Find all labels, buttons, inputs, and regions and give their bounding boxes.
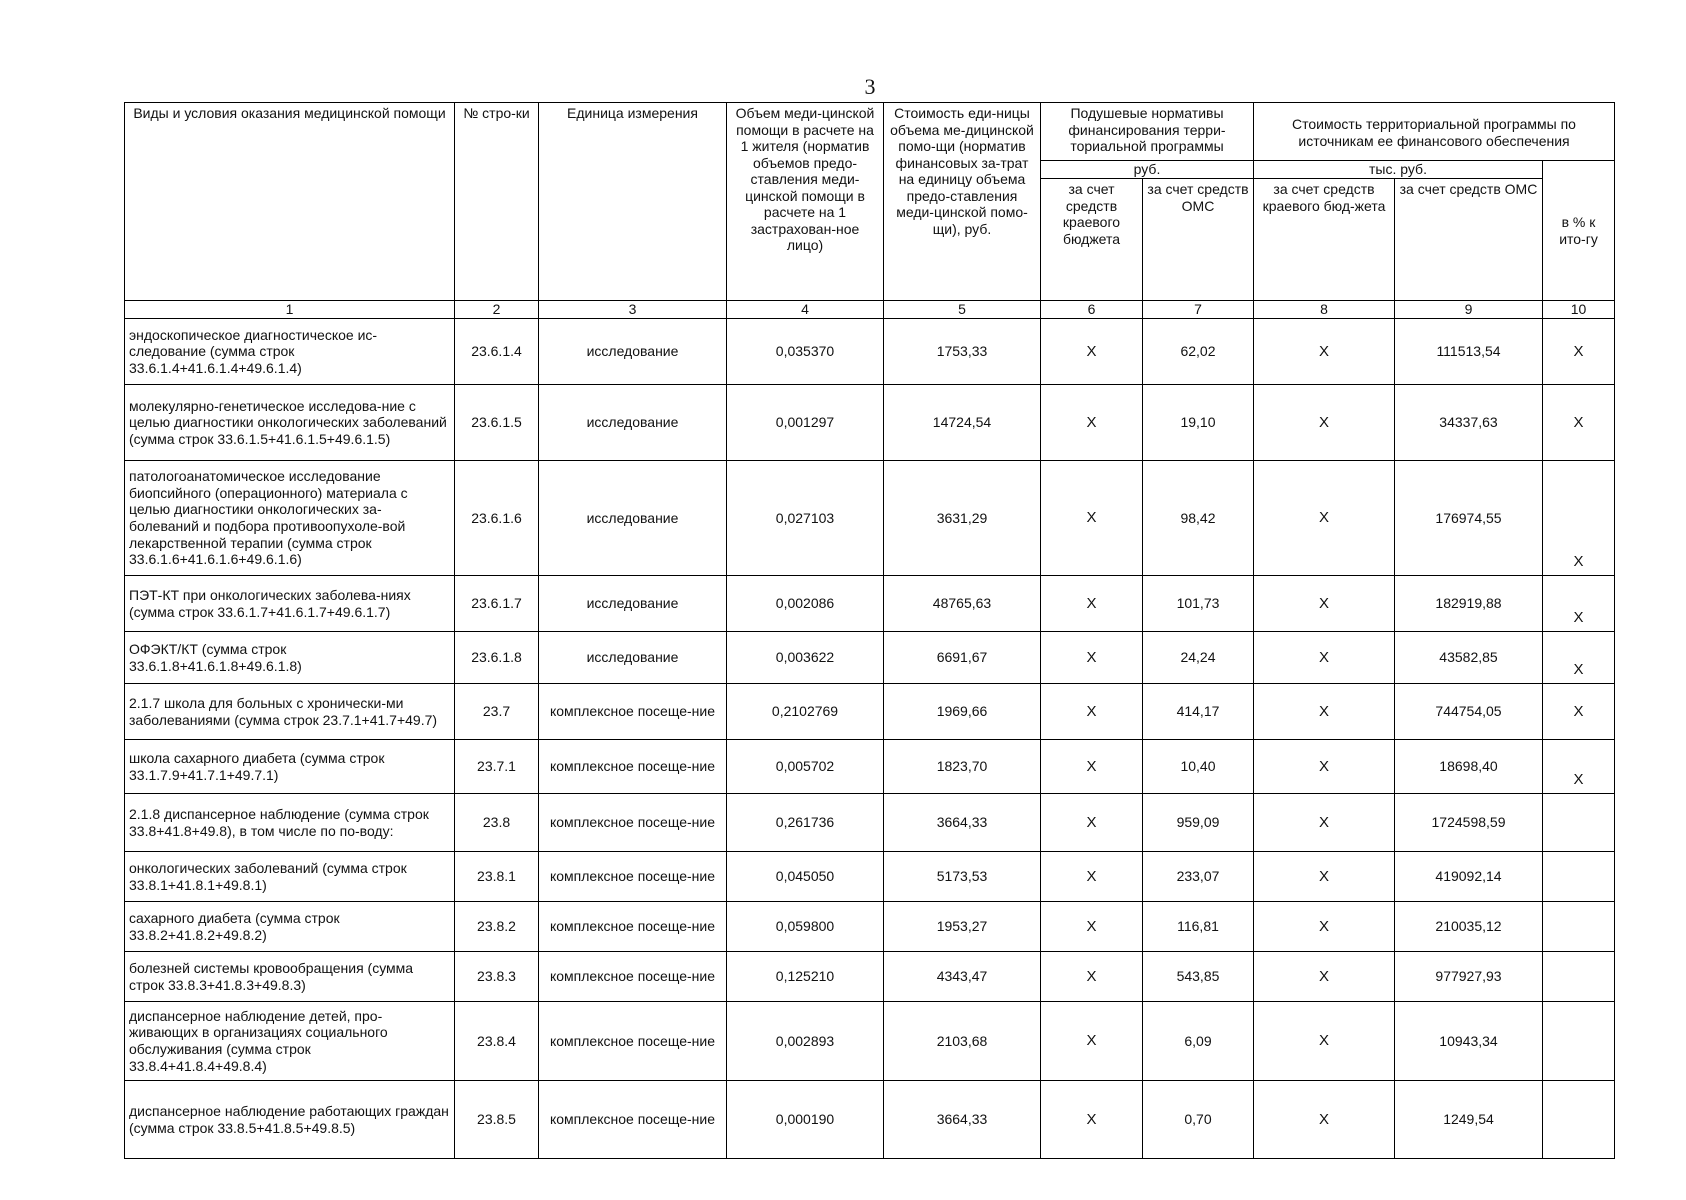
row-oms-total: 18698,40 [1395,740,1543,794]
row-line-number: 23.7.1 [455,740,539,794]
table-row [125,740,1615,794]
row-budget-total: Х [1254,1081,1395,1159]
row-volume: 0,045050 [727,852,884,902]
row-oms-per-capita: 24,24 [1143,632,1254,684]
row-unit-cost: 1823,70 [884,740,1041,794]
header-cost-group: Стоимость территориальной программы по источникам ее финансового обеспечения [1254,103,1615,161]
table-row [125,852,1615,902]
row-name: онкологических заболеваний (сумма строк 33.8.1+41.8.1+49.8.1) [125,852,455,902]
row-unit: исследование [539,576,727,632]
row-budget-per-capita: Х [1041,852,1143,902]
row-name: сахарного диабета (сумма строк 33.8.2+41.8.2+49.8.2) [125,902,455,952]
row-budget-per-capita: Х [1041,632,1143,684]
row-oms-total: 977927,93 [1395,952,1543,1002]
row-budget-per-capita: Х [1041,385,1143,461]
table-row [125,794,1615,852]
row-budget-total: Х [1254,319,1395,385]
column-number: 4 [727,301,884,319]
financing-table [124,102,1615,1159]
column-number: 2 [455,301,539,319]
row-volume: 0,001297 [727,385,884,461]
row-unit: исследование [539,319,727,385]
row-budget-total: Х [1254,794,1395,852]
row-budget-per-capita: Х [1041,902,1143,952]
table-row [125,1081,1615,1159]
table-row [125,1002,1615,1081]
row-oms-per-capita: 543,85 [1143,952,1254,1002]
row-unit: комплексное посеще-ние [539,740,727,794]
row-budget-per-capita: Х [1041,461,1143,576]
table-row [125,576,1615,632]
row-percent: Х [1543,385,1615,461]
row-line-number: 23.8.1 [455,852,539,902]
header-line-number: № стро-ки [455,103,539,301]
header-percent: в % к ито-гу [1543,161,1615,301]
header-oms-per-capita: за счет средств ОМС [1143,179,1254,301]
row-unit-cost: 3664,33 [884,1081,1041,1159]
row-budget-per-capita: Х [1041,1081,1143,1159]
row-oms-total: 34337,63 [1395,385,1543,461]
row-budget-per-capita: Х [1041,740,1143,794]
row-percent: Х [1543,740,1615,794]
header-budget-total: за счет средств краевого бюд-жета [1254,179,1395,301]
row-percent [1543,1081,1615,1159]
row-budget-total: Х [1254,684,1395,740]
row-unit-cost: 1969,66 [884,684,1041,740]
row-oms-per-capita: 101,73 [1143,576,1254,632]
row-unit-cost: 2103,68 [884,1002,1041,1081]
row-name: диспансерное наблюдение детей, про-живающих в организациях социального обслуживания (сумма строк 33.8.4+41.8.4+49.8.4) [125,1002,455,1081]
row-name: ОФЭКТ/КТ (сумма строк 33.6.1.8+41.6.1.8+49.6.1.8) [125,632,455,684]
row-budget-total: Х [1254,632,1395,684]
row-line-number: 23.6.1.8 [455,632,539,684]
table-row [125,461,1615,576]
row-percent [1543,952,1615,1002]
row-oms-per-capita: 116,81 [1143,902,1254,952]
row-oms-total: 744754,05 [1395,684,1543,740]
row-volume: 0,005702 [727,740,884,794]
row-line-number: 23.8.3 [455,952,539,1002]
table-row [125,902,1615,952]
row-unit-cost: 14724,54 [884,385,1041,461]
row-unit-cost: 4343,47 [884,952,1041,1002]
column-number: 7 [1143,301,1254,319]
header-per-capita-group: Подушевые нормативы финансирования терри-ториальной программы [1041,103,1254,161]
row-unit: комплексное посеще-ние [539,902,727,952]
row-oms-per-capita: 414,17 [1143,684,1254,740]
row-percent: Х [1543,576,1615,632]
row-budget-total: Х [1254,852,1395,902]
row-oms-per-capita: 6,09 [1143,1002,1254,1081]
row-unit: комплексное посеще-ние [539,684,727,740]
row-budget-total: Х [1254,740,1395,794]
row-unit-cost: 1953,27 [884,902,1041,952]
row-oms-total: 1249,54 [1395,1081,1543,1159]
row-percent [1543,902,1615,952]
row-unit: комплексное посеще-ние [539,1002,727,1081]
row-budget-per-capita: Х [1041,1002,1143,1081]
row-oms-per-capita: 233,07 [1143,852,1254,902]
row-oms-per-capita: 19,10 [1143,385,1254,461]
row-volume: 0,002893 [727,1002,884,1081]
row-oms-total: 182919,88 [1395,576,1543,632]
row-line-number: 23.8 [455,794,539,852]
row-volume: 0,261736 [727,794,884,852]
row-name: эндоскопическое диагностическое ис-следование (сумма строк 33.6.1.4+41.6.1.4+49.6.1.4) [125,319,455,385]
row-oms-total: 176974,55 [1395,461,1543,576]
row-oms-total: 419092,14 [1395,852,1543,902]
row-unit-cost: 5173,53 [884,852,1041,902]
row-unit-cost: 6691,67 [884,632,1041,684]
header-kind: Виды и условия оказания медицинской помощи [125,103,455,301]
column-number: 9 [1395,301,1543,319]
row-percent [1543,852,1615,902]
header-cost-unit: тыс. руб. [1254,161,1543,179]
row-percent [1543,1002,1615,1081]
row-volume: 0,003622 [727,632,884,684]
row-name: болезней системы кровообращения (сумма строк 33.8.3+41.8.3+49.8.3) [125,952,455,1002]
row-oms-total: 10943,34 [1395,1002,1543,1081]
table-row [125,385,1615,461]
header-row-1 [125,103,1615,161]
row-unit: комплексное посеще-ние [539,952,727,1002]
row-oms-per-capita: 10,40 [1143,740,1254,794]
header-per-capita-unit: руб. [1041,161,1254,179]
table-row [125,319,1615,385]
row-budget-per-capita: Х [1041,319,1143,385]
row-percent: Х [1543,319,1615,385]
row-oms-total: 210035,12 [1395,902,1543,952]
row-volume: 0,059800 [727,902,884,952]
row-oms-per-capita: 0,70 [1143,1081,1254,1159]
row-name: молекулярно-генетическое исследова-ние с целью диагностики онкологических заболеваний (сумма строк 33.6.1.5+41.6.1.5+49.6.1.5) [125,385,455,461]
row-line-number: 23.8.5 [455,1081,539,1159]
row-percent [1543,794,1615,852]
row-name: ПЭТ-КТ при онкологических заболева-ниях (сумма строк 33.6.1.7+41.6.1.7+49.6.1.7) [125,576,455,632]
row-volume: 0,002086 [727,576,884,632]
header-unit: Единица измерения [539,103,727,301]
row-oms-total: 1724598,59 [1395,794,1543,852]
row-budget-total: Х [1254,576,1395,632]
column-number: 8 [1254,301,1395,319]
header-budget-per-capita: за счет средств краевого бюджета [1041,179,1143,301]
row-percent: Х [1543,632,1615,684]
row-budget-total: Х [1254,1002,1395,1081]
row-unit: исследование [539,385,727,461]
row-budget-per-capita: Х [1041,794,1143,852]
row-volume: 0,035370 [727,319,884,385]
row-volume: 0,000190 [727,1081,884,1159]
column-number: 5 [884,301,1041,319]
column-number: 1 [125,301,455,319]
column-number: 10 [1543,301,1615,319]
header-volume: Объем меди-цинской помощи в расчете на 1 жителя (норматив объемов предо-ставления меди-цинской помощи в расчете на 1 застрахован-ное лицо) [727,103,884,301]
page-number: 3 [864,74,876,99]
row-oms-per-capita: 98,42 [1143,461,1254,576]
row-oms-per-capita: 959,09 [1143,794,1254,852]
row-unit: комплексное посеще-ние [539,852,727,902]
row-line-number: 23.6.1.5 [455,385,539,461]
row-percent: Х [1543,684,1615,740]
table-row [125,684,1615,740]
header-oms-total: за счет средств ОМС [1395,179,1543,301]
row-budget-per-capita: Х [1041,952,1143,1002]
row-line-number: 23.6.1.4 [455,319,539,385]
row-unit-cost: 3631,29 [884,461,1041,576]
header-unit-cost: Стоимость еди-ницы объема ме-дицинской помо-щи (норматив финансовых за-трат на единицу объема предо-ставления меди-цинской помо-щи), руб. [884,103,1041,301]
table-row [125,632,1615,684]
row-percent: Х [1543,461,1615,576]
row-name: диспансерное наблюдение работающих граждан (сумма строк 33.8.5+41.8.5+49.8.5) [125,1081,455,1159]
row-unit: комплексное посеще-ние [539,1081,727,1159]
row-oms-total: 111513,54 [1395,319,1543,385]
row-budget-total: Х [1254,902,1395,952]
row-budget-total: Х [1254,461,1395,576]
row-name: 2.1.7 школа для больных с хронически-ми заболеваниями (сумма строк 23.7.1+41.7+49.7) [125,684,455,740]
row-line-number: 23.7 [455,684,539,740]
row-budget-per-capita: Х [1041,684,1143,740]
row-unit: исследование [539,461,727,576]
row-oms-per-capita: 62,02 [1143,319,1254,385]
row-volume: 0,027103 [727,461,884,576]
column-number-row [125,301,1615,319]
table-row [125,952,1615,1002]
row-name: школа сахарного диабета (сумма строк 33.1.7.9+41.7.1+49.7.1) [125,740,455,794]
row-unit-cost: 48765,63 [884,576,1041,632]
row-line-number: 23.8.2 [455,902,539,952]
row-line-number: 23.6.1.7 [455,576,539,632]
row-unit: комплексное посеще-ние [539,794,727,852]
column-number: 3 [539,301,727,319]
row-name: 2.1.8 диспансерное наблюдение (сумма строк 33.8+41.8+49.8), в том числе по по-воду: [125,794,455,852]
row-budget-total: Х [1254,952,1395,1002]
row-line-number: 23.6.1.6 [455,461,539,576]
row-volume: 0,2102769 [727,684,884,740]
row-oms-total: 43582,85 [1395,632,1543,684]
row-unit-cost: 3664,33 [884,794,1041,852]
row-unit-cost: 1753,33 [884,319,1041,385]
row-name: патологоанатомическое исследование биопсийного (операционного) материала с целью диагностики онкологических за-болеваний и подбора противоопухоле-вой лекарственной терапии (сумма строк 33.6.1.6+41.6.1.6+49.6.1.6) [125,461,455,576]
column-number: 6 [1041,301,1143,319]
row-budget-total: Х [1254,385,1395,461]
row-unit: исследование [539,632,727,684]
row-line-number: 23.8.4 [455,1002,539,1081]
row-volume: 0,125210 [727,952,884,1002]
row-budget-per-capita: Х [1041,576,1143,632]
